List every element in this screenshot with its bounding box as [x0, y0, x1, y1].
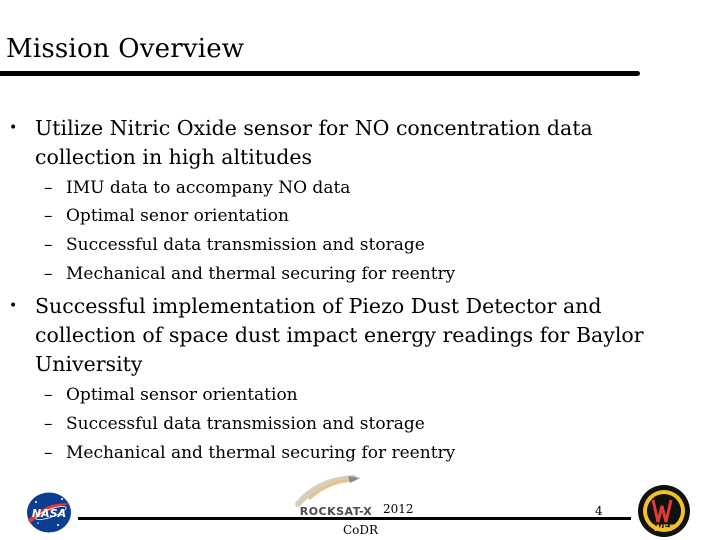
- sub-bullet-item: [44, 231, 425, 260]
- sub-bullet-text: Mechanical and thermal securing for reentry: [66, 264, 456, 284]
- sub-bullet-item: [44, 260, 456, 289]
- nasa-logo: [24, 490, 74, 535]
- sub-bullet-item: [44, 381, 298, 410]
- dash-marker: –: [44, 443, 53, 463]
- sub-bullet-item: [44, 439, 456, 468]
- dash-marker: –: [44, 178, 53, 198]
- dash-marker: –: [44, 385, 53, 405]
- sub-bullet-text: IMU data to accompany NO data: [66, 178, 351, 198]
- wff-logo-text: WFF: [652, 524, 676, 534]
- sub-bullet-text: Optimal senor orientation: [66, 206, 289, 226]
- dash-marker: –: [44, 235, 53, 255]
- footer-year: 2012: [383, 502, 414, 516]
- sub-bullet-item: [44, 202, 289, 231]
- rocksat-logo-text: ROCKSAT-X: [299, 505, 373, 518]
- page-number: 4: [595, 504, 603, 518]
- dash-marker: –: [44, 414, 53, 434]
- sub-bullet-text: Successful data transmission and storage: [66, 235, 425, 255]
- rocksat-logo: [288, 474, 384, 520]
- sub-bullet-text: Optimal sensor orientation: [66, 385, 298, 405]
- bullet-item: [9, 114, 675, 172]
- wff-logo: [636, 484, 692, 538]
- sub-bullet-text: Successful data transmission and storage: [66, 414, 425, 434]
- sub-bullet-item: [44, 410, 425, 439]
- sub-bullet-text: Mechanical and thermal securing for reentry: [66, 443, 456, 463]
- bullet-text: Utilize Nitric Oxide sensor for NO concentration data collection in high altitudes: [35, 116, 593, 169]
- title-underline: [0, 71, 640, 76]
- sub-bullet-item: [44, 174, 351, 203]
- bullet-marker: •: [9, 298, 18, 314]
- review-label: CoDR: [343, 523, 379, 537]
- dash-marker: –: [44, 206, 53, 226]
- bullet-text: Successful implementation of Piezo Dust Detector and collection of space dust impact energy readings for Baylor University: [35, 294, 644, 376]
- bullet-item: [9, 292, 675, 379]
- bullet-marker: •: [9, 120, 18, 136]
- slide-title: Mission Overview: [6, 34, 245, 64]
- dash-marker: –: [44, 264, 53, 284]
- nasa-logo-text: NASA: [31, 507, 67, 520]
